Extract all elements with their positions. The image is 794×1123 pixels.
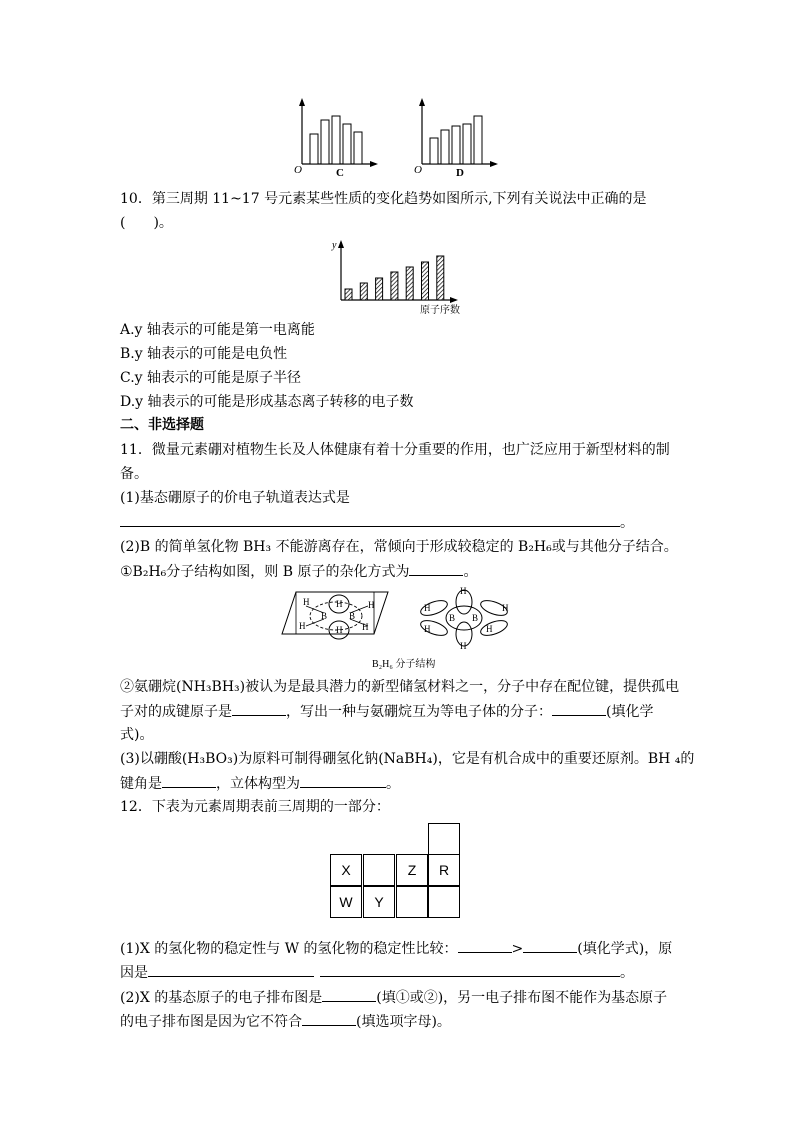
q10-option-a: A.y 轴表示的可能是第一电离能	[120, 322, 315, 338]
pt-cell-empty-1	[363, 854, 395, 886]
q10-option-c: C.y 轴表示的可能是原子半径	[120, 370, 302, 386]
q12-p2-line1	[120, 987, 667, 1008]
chart-c-bar-2	[321, 120, 329, 164]
chart-c-bar-3	[332, 116, 340, 164]
top-charts	[0, 0, 794, 190]
q11-p2b-text-b: ，写出一种与氨硼烷互为等电子体的分子：	[286, 704, 552, 720]
h-atom-terminal-4: H	[362, 622, 369, 632]
q10-option-d: D.y 轴表示的可能是形成基态离子转移的电子数	[120, 394, 414, 410]
chart-d-bar-2	[441, 130, 449, 164]
q12-p1-end: 。	[620, 965, 634, 981]
q11-p2: (2)B 的简单氢化物 BH₃ 不能游离存在，常倾向于形成较稳定的 B₂H₆或与其他分子结合。	[120, 539, 678, 555]
q11-p3-text-c: 。	[386, 776, 400, 792]
chart-d-bar-1	[430, 138, 438, 164]
q10-stem-line1: 10．第三周期 11~17 号元素某些性质的变化趋势如图所示,下列有关说法中正确的是	[120, 191, 647, 207]
q10-ylabel: y	[332, 240, 337, 251]
q10-chart	[0, 236, 794, 316]
b2h6-caption: B₂H₆ 分子结构	[372, 659, 436, 670]
q11-p1-answer-line	[120, 512, 634, 533]
q11-p2a-blank[interactable]	[409, 561, 463, 576]
q10-bar-1	[345, 289, 352, 300]
pt-cell-z: Z	[396, 854, 428, 886]
chart-c-x-arrow	[370, 161, 378, 167]
q10-x-arrow	[450, 297, 458, 303]
b2h6-structure-figure	[0, 582, 794, 672]
pt-cell-top	[428, 823, 460, 855]
h-atom-bridge-top: H	[336, 599, 343, 609]
q11-p1: (1)基态硼原子的价电子轨道表达式是	[120, 490, 350, 506]
q11-p3-line2	[120, 773, 400, 794]
pt-cell-empty-3	[428, 886, 460, 918]
chart-d-bar-4	[463, 124, 471, 164]
b-atom-left: B	[321, 611, 328, 621]
q11-p2b-line2	[120, 701, 653, 722]
chart-d-y-arrow	[419, 98, 425, 106]
q10-bar-6	[422, 262, 429, 300]
q10-bar-3	[376, 278, 383, 300]
h-atom-bridge-bottom: H	[336, 625, 343, 635]
pt-cell-y: Y	[363, 886, 395, 918]
orb-b-right: B	[472, 613, 479, 623]
h-atom-terminal-1: H	[303, 597, 310, 607]
pt-cell-empty-2	[396, 886, 428, 918]
q12-p1-reason-label: 因是	[120, 965, 148, 981]
q12-p2-text-a: (2)X 的基态原子的电子排布图是	[120, 990, 323, 1006]
molecular-plane	[282, 592, 388, 634]
q10-bar-5	[406, 267, 413, 300]
orbital-right-down	[479, 618, 509, 639]
q12-p1-text-c: (填化学式)，原	[577, 941, 673, 957]
q12-stem: 12．下表为元素周期表前三周期的一部分：	[120, 799, 390, 815]
orb-h-left-down: H	[424, 624, 431, 634]
pt-cell-r: R	[428, 854, 460, 886]
q11-p2b-blank-2[interactable]	[552, 701, 606, 716]
q12-p1-blank-1[interactable]	[458, 938, 512, 953]
section2-title: 二、非选择题	[120, 417, 204, 433]
q12-p2-text-d: (填选项字母)。	[356, 1014, 451, 1030]
chart-c-bar-1	[310, 134, 318, 164]
q10-bar-7	[437, 256, 444, 300]
q11-p2a-text: ①B₂H₆分子结构如图，则 B 原子的杂化方式为	[120, 564, 410, 580]
q12-p1-text-a: (1)X 的氢化物的稳定性与 W 的氢化物的稳定性比较：	[120, 941, 458, 957]
q11-stem-line1: 11．微量元素硼对植物生长及人体健康有着十分重要的作用，也广泛应用于新型材料的制	[120, 442, 670, 458]
q12-p2-text-c: 的电子排布图是因为它不符合	[120, 1014, 302, 1030]
chart-d-x-arrow	[490, 161, 498, 167]
orb-h-top: H	[460, 586, 467, 596]
q11-p2b-text-c: (填化学	[606, 704, 654, 720]
orb-h-left-up: H	[424, 603, 431, 613]
pt-cell-w: W	[330, 886, 362, 918]
q11-p2a-end: 。	[463, 564, 478, 580]
b-atom-right: B	[349, 611, 356, 621]
chart-c-bar-4	[343, 124, 351, 164]
q11-p1-blank[interactable]	[120, 512, 620, 527]
q11-p2a-line	[120, 561, 477, 582]
q12-p1-blank-2[interactable]	[523, 938, 577, 953]
q12-p1-line1	[120, 938, 672, 959]
h-atom-terminal-3: H	[368, 600, 375, 610]
q11-p2b-text-a: 子对的成键原子是	[120, 704, 232, 720]
q11-p3-blank-2[interactable]	[300, 773, 386, 788]
chart-d-label: D	[456, 167, 464, 179]
q11-p2b-line1: ②氨硼烷(NH₃BH₃)被认为是最具潜力的新型储氢材料之一，分子中存在配位键，提供孤电	[120, 679, 680, 695]
q11-p2b-line3: 式)。	[120, 727, 154, 743]
orb-h-right-down: H	[486, 624, 493, 634]
chart-d-bar-5	[474, 116, 482, 164]
q10-xlabel: 原子序数	[420, 305, 460, 316]
q11-p3-line1: (3)以硼酸(H₃BO₃)为原料可制得硼氢化钠(NaBH₄)，它是有机合成中的重要还原剂。BH ₄的	[120, 751, 695, 767]
chart-d-bar-3	[452, 126, 460, 164]
q11-p3-text-b: ，立体构型为	[216, 776, 300, 792]
chart-c-origin: O	[294, 164, 302, 176]
q12-p2-line2	[120, 1011, 451, 1032]
q12-p2-blank-1[interactable]	[322, 987, 376, 1002]
q11-stem-line2: 备。	[120, 466, 148, 482]
q10-y-arrow	[338, 240, 344, 248]
chart-c-bar-5	[354, 132, 362, 164]
q10-option-b: B.y 轴表示的可能是电负性	[120, 346, 288, 362]
q11-p1-end: 。	[620, 515, 634, 531]
orb-h-bottom: H	[460, 641, 467, 651]
chart-d-origin: O	[414, 164, 422, 176]
pt-cell-x: X	[330, 854, 362, 886]
q12-p1-blank-3[interactable]	[148, 962, 314, 977]
orb-b-left: B	[449, 613, 456, 623]
chart-c	[294, 98, 378, 179]
chart-d	[414, 98, 498, 179]
q11-p2b-blank-1[interactable]	[232, 701, 286, 716]
chart-c-y-arrow	[299, 98, 305, 106]
q12-p1-text-b: >	[511, 941, 524, 957]
q12-p1-blank-4[interactable]	[320, 962, 620, 977]
q10-bar-4	[391, 272, 398, 300]
chart-c-label: C	[336, 167, 344, 179]
q10-bar-2	[360, 283, 367, 300]
h-atom-terminal-2: H	[299, 621, 306, 631]
q12-p2-blank-2[interactable]	[302, 1011, 356, 1026]
orb-h-right-up: H	[502, 603, 509, 613]
q12-p2-text-b: (填①或②)，另一电子排布图不能作为基态原子	[376, 990, 668, 1006]
q10-stem-line2: ( )。	[120, 215, 173, 231]
q11-p3-blank-1[interactable]	[162, 773, 216, 788]
q12-p1-line2	[120, 962, 634, 983]
q11-p3-text-a: 键角是	[120, 776, 162, 792]
